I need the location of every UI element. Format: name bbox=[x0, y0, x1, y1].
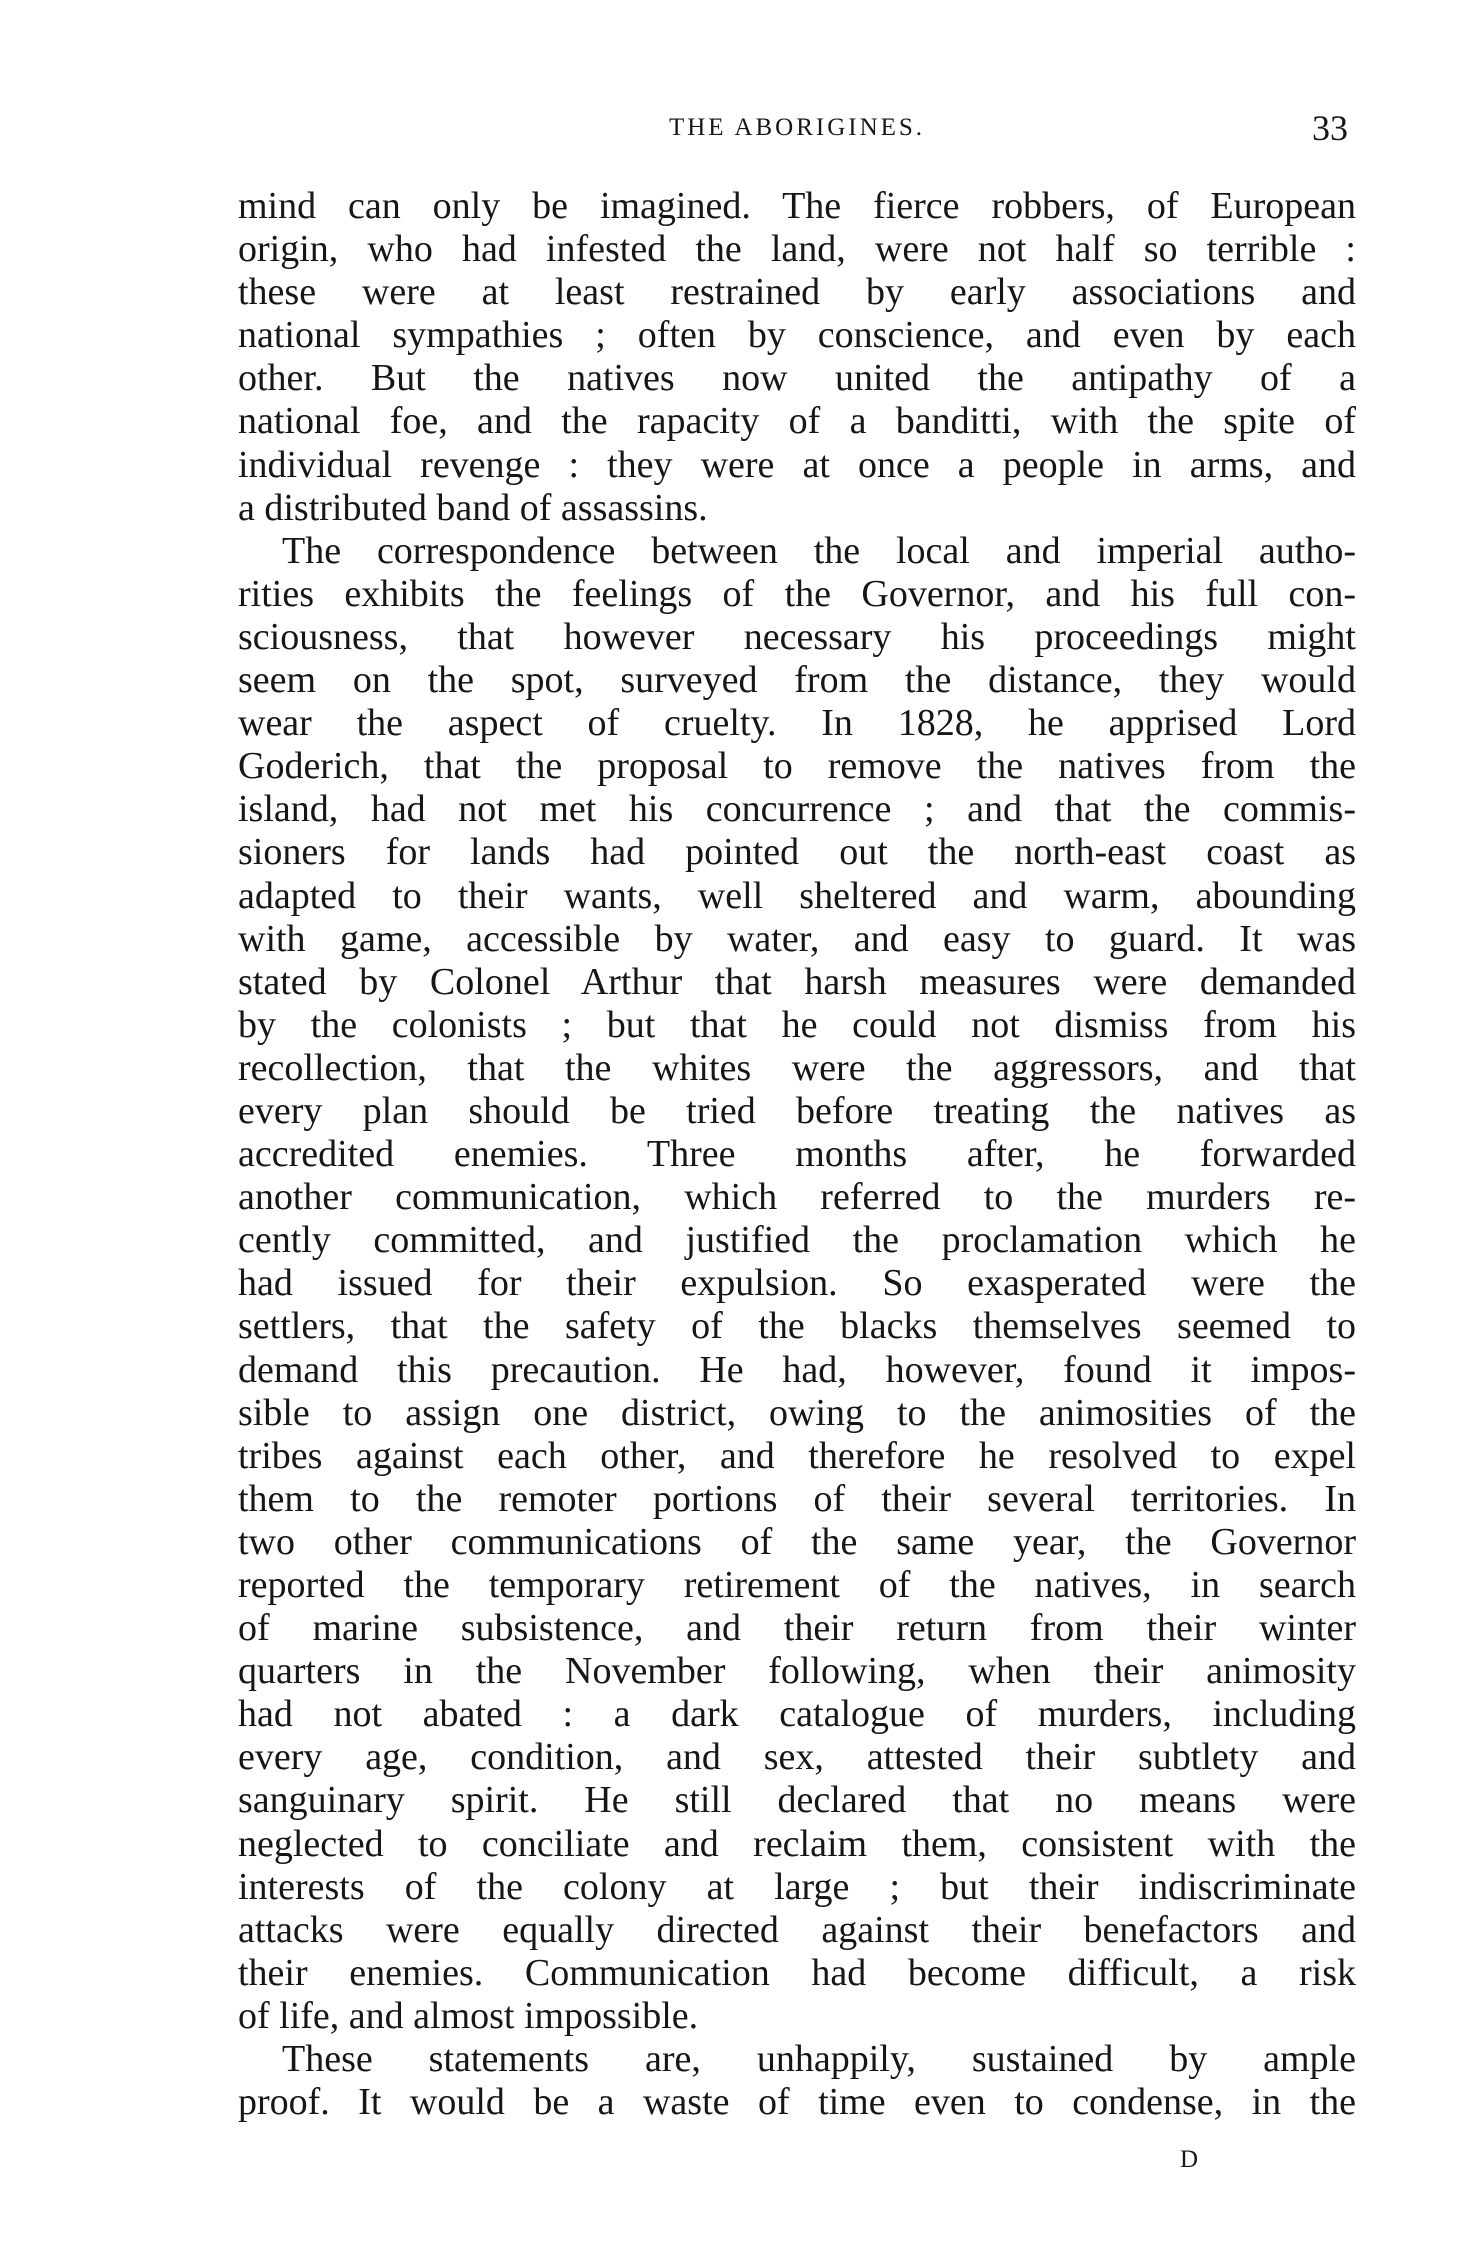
text-line: cently committed, and justified the proclamation which he bbox=[238, 1219, 1356, 1262]
text-line: national sympathies ; often by conscience, and even by each bbox=[238, 314, 1356, 357]
text-line: of marine subsistence, and their return from their winter bbox=[238, 1607, 1356, 1650]
text-line: these were at least restrained by early associations and bbox=[238, 271, 1356, 314]
text-line: another communication, which referred to the murders re- bbox=[238, 1176, 1356, 1219]
text-line: interests of the colony at large ; but their indiscriminate bbox=[238, 1865, 1356, 1908]
text-line: origin, who had infested the land, were not half so terrible : bbox=[238, 228, 1356, 271]
text-line: stated by Colonel Arthur that harsh measures were demanded bbox=[238, 960, 1356, 1003]
text-line: every age, condition, and sex, attested their subtlety and bbox=[238, 1736, 1356, 1779]
text-line: rities exhibits the feelings of the Governor, and his full con- bbox=[238, 572, 1356, 615]
text-line: other. But the natives now united the antipathy of a bbox=[238, 357, 1356, 400]
text-line: demand this precaution. He had, however, found it impos- bbox=[238, 1348, 1356, 1391]
text-line: attacks were equally directed against their benefactors and bbox=[238, 1908, 1356, 1951]
text-line: every plan should be tried before treating the natives as bbox=[238, 1089, 1356, 1132]
running-title: THE ABORIGINES. bbox=[668, 114, 926, 141]
text-line: of life, and almost impossible. bbox=[238, 1994, 699, 2037]
paragraph bbox=[238, 2038, 1356, 2124]
text-line: sanguinary spirit. He still declared that no means were bbox=[238, 1779, 1356, 1822]
text-line: accredited enemies. Three months after, he forwarded bbox=[238, 1133, 1356, 1176]
text-line: a distributed band of assassins. bbox=[238, 486, 708, 529]
text-line: their enemies. Communication had become difficult, a risk bbox=[238, 1951, 1356, 1994]
running-head bbox=[238, 108, 1356, 148]
text-line: island, had not met his concurrence ; and that the commis- bbox=[238, 788, 1356, 831]
paragraph bbox=[238, 185, 1356, 530]
text-line: Goderich, that the proposal to remove the natives from the bbox=[238, 745, 1356, 788]
text-line: with game, accessible by water, and easy to guard. It was bbox=[238, 917, 1356, 960]
page-number: 33 bbox=[1312, 108, 1348, 148]
text-line: them to the remoter portions of their several territories. In bbox=[238, 1477, 1356, 1520]
text-line: mind can only be imagined. The fierce robbers, of European bbox=[238, 185, 1356, 227]
text-line: sciousness, that however necessary his proceedings might bbox=[238, 615, 1356, 658]
text-line: wear the aspect of cruelty. In 1828, he apprised Lord bbox=[238, 702, 1356, 745]
body-text bbox=[238, 185, 1356, 2124]
paragraph bbox=[238, 530, 1356, 2038]
text-line: individual revenge : they were at once a people in arms, and bbox=[238, 443, 1356, 486]
text-line: reported the temporary retirement of the natives, in search bbox=[238, 1564, 1356, 1606]
text-line: These statements are, unhappily, sustained by ample bbox=[282, 2038, 1356, 2081]
text-line: sioners for lands had pointed out the north-east coast as bbox=[238, 831, 1356, 874]
text-line: quarters in the November following, when their animosity bbox=[238, 1650, 1356, 1693]
text-line: seem on the spot, surveyed from the distance, they would bbox=[238, 659, 1356, 702]
text-line: had issued for their expulsion. So exasperated were the bbox=[238, 1262, 1356, 1305]
text-line: by the colonists ; but that he could not dismiss from his bbox=[238, 1003, 1356, 1046]
text-line: sible to assign one district, owing to the animosities of the bbox=[238, 1391, 1356, 1434]
text-line: recollection, that the whites were the aggressors, and that bbox=[238, 1046, 1356, 1089]
text-line: neglected to conciliate and reclaim them, consistent with the bbox=[238, 1822, 1356, 1865]
text-line: had not abated : a dark catalogue of murders, including bbox=[238, 1693, 1356, 1736]
text-line: tribes against each other, and therefore he resolved to expel bbox=[238, 1434, 1356, 1477]
text-line: national foe, and the rapacity of a banditti, with the spite of bbox=[238, 400, 1356, 443]
text-line: The correspondence between the local and imperial autho- bbox=[282, 529, 1356, 572]
signature-mark: D bbox=[1179, 2146, 1201, 2173]
text-line: settlers, that the safety of the blacks themselves seemed to bbox=[238, 1305, 1356, 1348]
text-line: adapted to their wants, well sheltered and warm, abounding bbox=[238, 874, 1356, 917]
text-line: proof. It would be a waste of time even to condense, in the bbox=[238, 2081, 1356, 2124]
text-line: two other communications of the same year, the Governor bbox=[238, 1520, 1356, 1563]
